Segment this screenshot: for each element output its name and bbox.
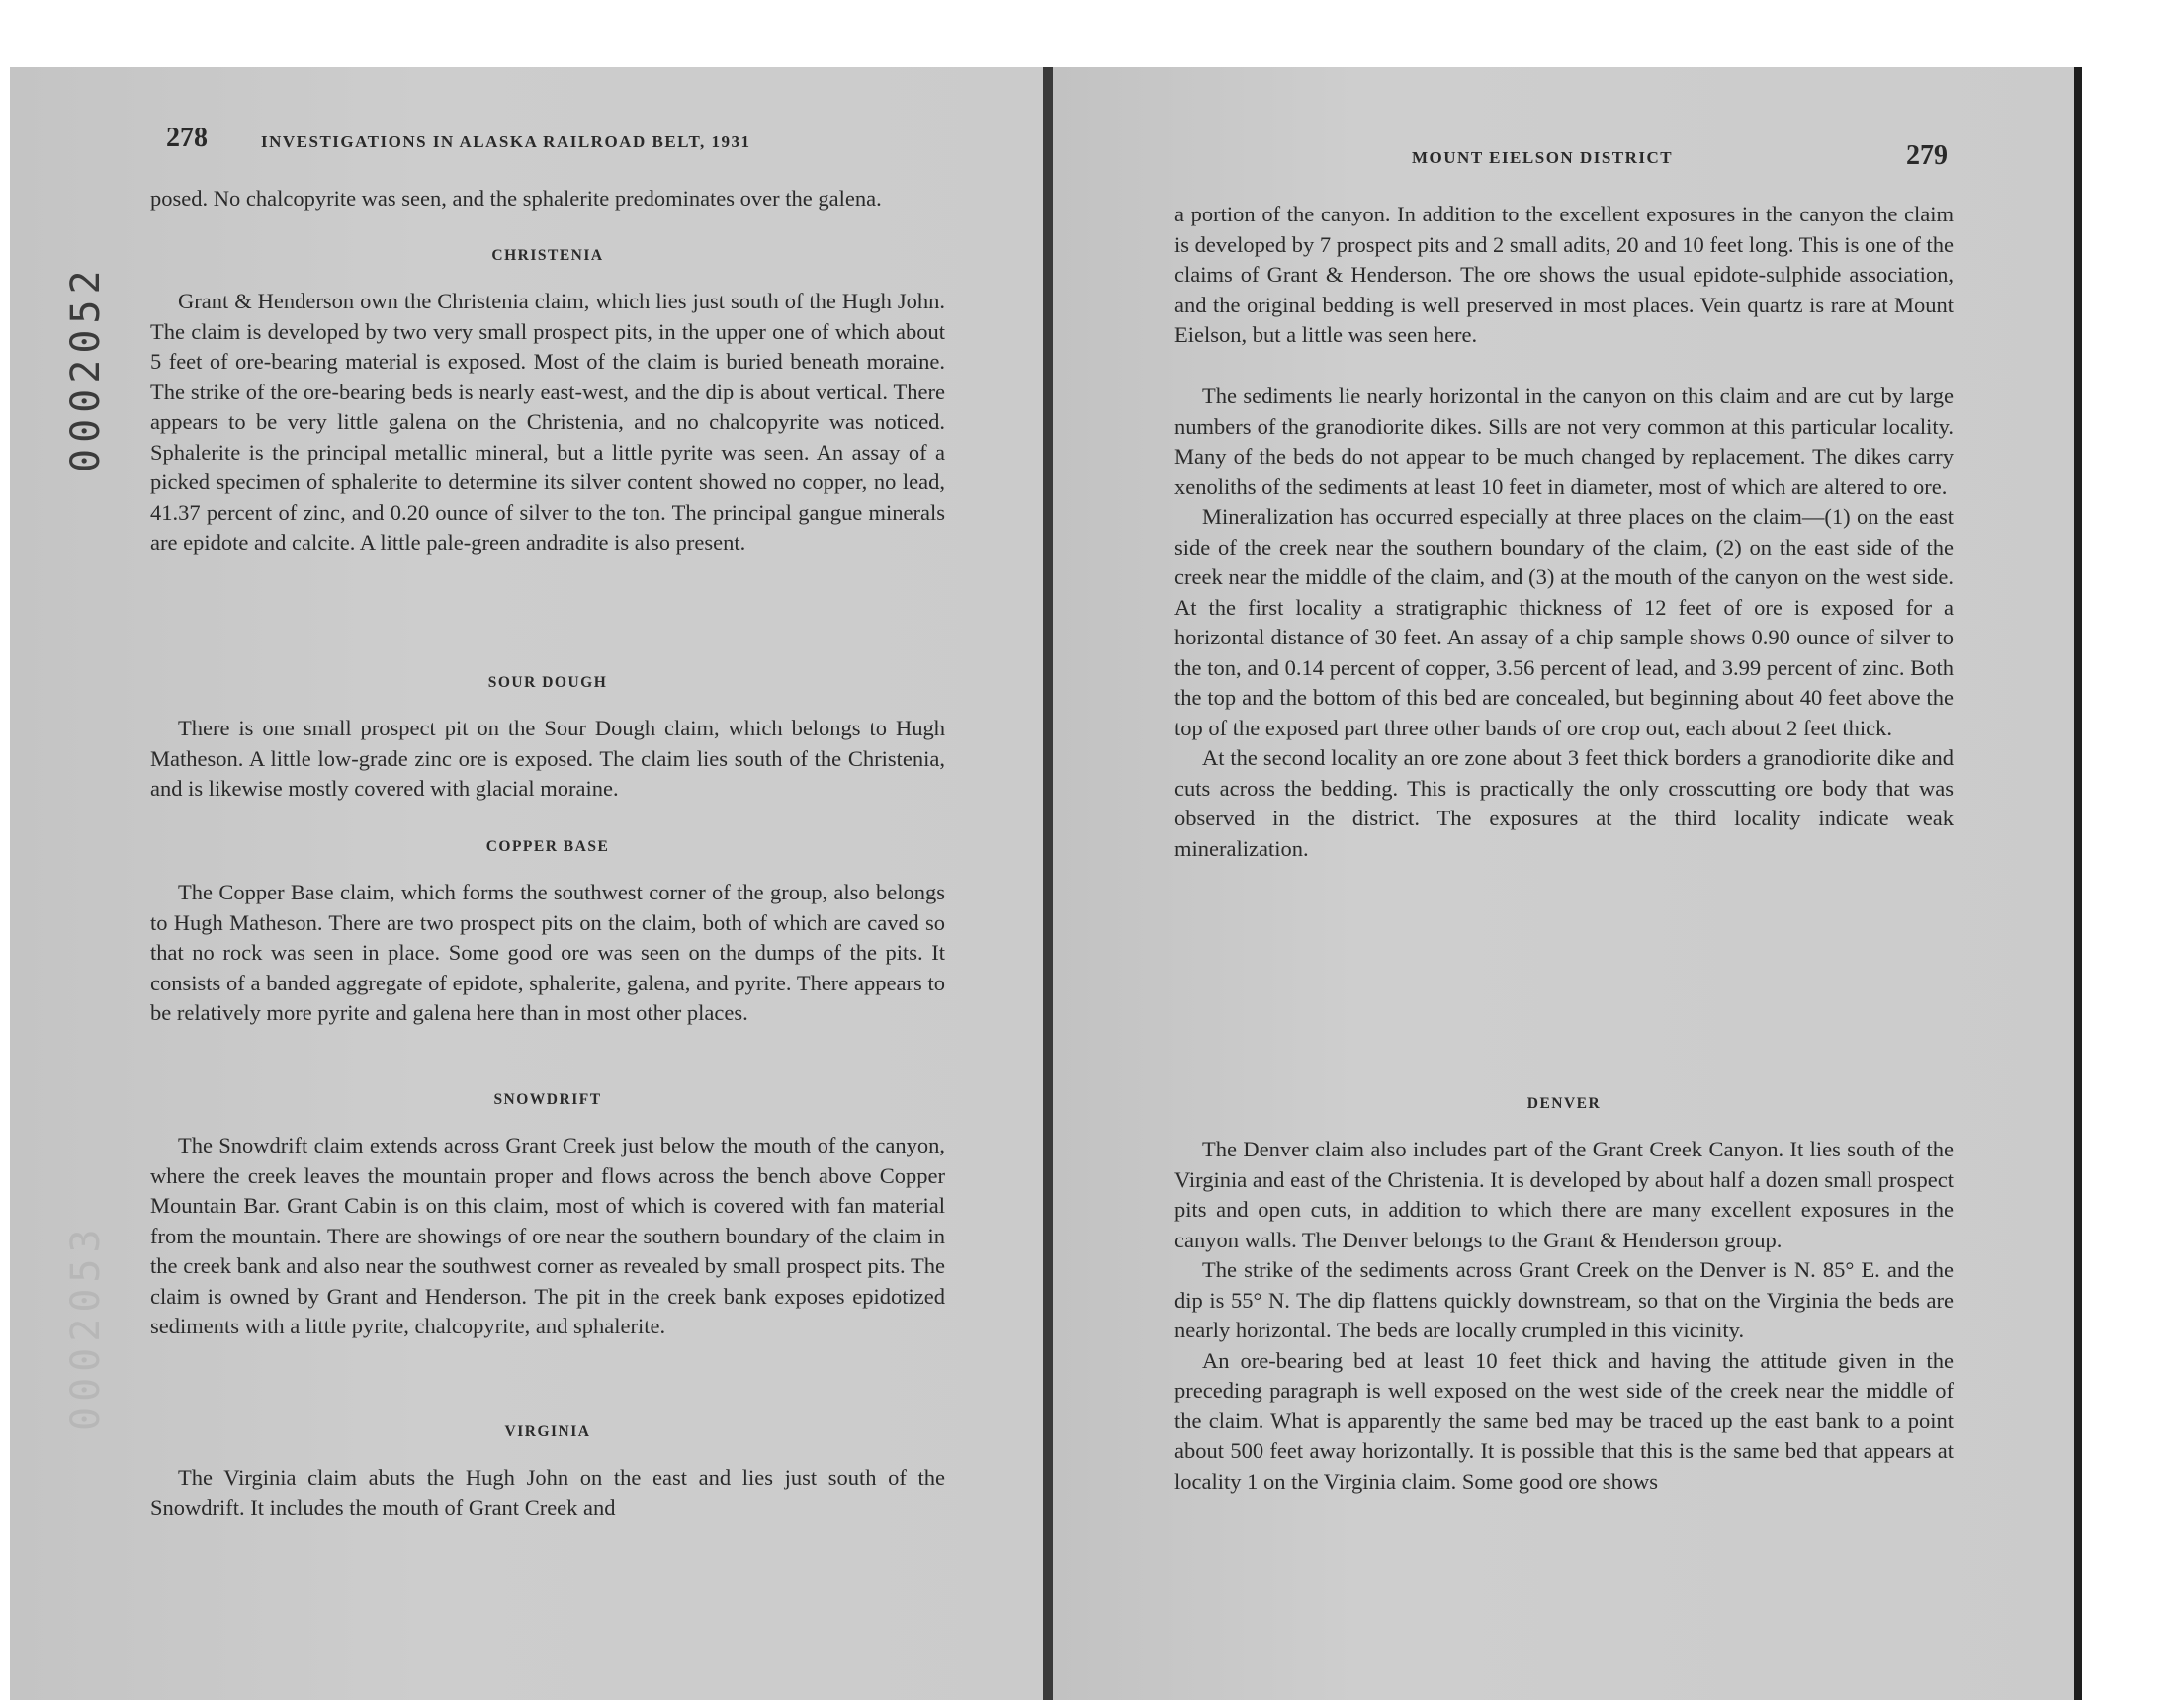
right-body	[1174, 382, 1954, 864]
page-number-left: 278	[166, 123, 208, 153]
scanned-spread	[10, 67, 2078, 1700]
paragraph: Mineralization has occurred especially at three places on the claim—(1) on the east side of the creek near the southern boundary of the claim, (2) on the east side of the creek near the middle of the claim, and (3) at the mouth of the canyon on the west side. At the first locality a stratigraphic thickness of 12 feet of ore is exposed for a horizontal distance of 30 feet. An assay of a chip sample shows 0.90 ounce of silver to the ton, and 0.14 percent of copper, 3.56 percent of lead, and 3.99 percent of zinc. Both the top and the bottom of this bed are concealed, but beginning about 40 feet above the top of the exposed part three other bands of ore crop out, each about 2 feet thick.	[1174, 504, 1954, 740]
paragraph: Grant & Henderson own the Christenia claim, which lies just south of the Hugh John. The claim is developed by two very small prospect pits, in the upper one of which about 5 feet of ore-bearing material is exposed. Most of the claim is buried beneath moraine. The strike of the ore-bearing beds is nearly east-west, and the dip is about vertical. There appears to be very little galena on the Christenia, and no chalcopyrite was noticed. Sphalerite is the principal metallic mineral, but a little pyrite was seen. An assay of a picked specimen of sphalerite to determine its silver content showed no copper, no lead, 41.37 percent of zinc, and 0.20 ounce of silver to the ton. The principal gangue minerals are epidote and calcite. A little pale-green andradite is also present.	[150, 289, 945, 555]
book-gutter	[1043, 67, 1053, 1700]
section-sour-dough	[150, 674, 945, 805]
section-denver	[1174, 1095, 1954, 1496]
section-heading: SOUR DOUGH	[487, 674, 608, 691]
section-heading: SNOWDRIFT	[493, 1091, 602, 1108]
running-head-right: MOUNT EIELSON DISTRICT	[1412, 148, 1674, 167]
archive-stamp: 0002052	[63, 264, 109, 472]
paragraph: An ore-bearing bed at least 10 feet thick and having the attitude given in the preceding paragraph is well exposed on the west side of the creek near the middle of the claim. What is apparently the same bed may be traced up the east bank to a point about 500 feet away horizontally. It is possible that this is the same bed that appears at locality 1 on the Virginia claim. Some good ore shows	[1174, 1347, 1954, 1494]
archive-stamp-ghost: 0002053	[63, 1223, 109, 1431]
intro-paragraph: a portion of the canyon. In addition to the excellent exposures in the canyon the claim is developed by 7 prospect pits and 2 small adits, 20 and 10 feet long. This is one of the claims of Grant & Henderson. The ore shows the usual epidote-sulphide association, and the original bedding is well preserved in most places. Vein quartz is rare at Mount Eielson, but a little was seen here.	[1174, 202, 1954, 347]
section-heading: COPPER BASE	[485, 838, 610, 855]
paragraph: The strike of the sediments across Grant Creek on the Denver is N. 85° E. and the dip is 55° N. The dip flattens quickly downstream, so that on the Virginia the beds are nearly horizontal. The beds are locally crumpled in this vicinity.	[1174, 1257, 1954, 1342]
page-edge-shadow	[2074, 67, 2082, 1700]
section-copper-base	[150, 838, 945, 1029]
running-head-left: INVESTIGATIONS IN ALASKA RAILROAD BELT, 1931	[261, 132, 751, 151]
left-intro	[150, 184, 945, 214]
section-christenia	[150, 247, 945, 558]
paragraph: The sediments lie nearly horizontal in the canyon on this claim and are cut by large numbers of the granodiorite dikes. Sills are not very common at this particular locality. Many of the beds do not appear to be much changed by replacement. The dikes carry xenoliths of the sediments at least 10 feet in diameter, most of which are altered to ore.	[1174, 384, 1954, 499]
paragraph: The Copper Base claim, which forms the southwest corner of the group, also belongs to Hugh Matheson. There are two prospect pits on the claim, both of which are caved so that no rock was seen in place. Some good ore was seen on the dumps of the pits. It consists of a banded aggregate of epidote, sphalerite, galena, and pyrite. There appears to be relatively more pyrite and galena here than in most other places.	[150, 880, 945, 1025]
intro-paragraph: posed. No chalcopyrite was seen, and the sphalerite predominates over the galena.	[150, 186, 882, 211]
paragraph: The Denver claim also includes part of the Grant Creek Canyon. It lies south of the Virginia and east of the Christenia. It is developed by about half a dozen small prospect pits and open cuts, in addition to which there are many excellent exposures in the canyon walls. The Denver belongs to the Grant & Henderson group.	[1174, 1137, 1954, 1252]
section-heading: VIRGINIA	[504, 1423, 591, 1440]
right-page	[1053, 67, 2078, 1700]
section-virginia	[150, 1423, 945, 1523]
section-heading: CHRISTENIA	[491, 247, 604, 264]
left-page	[10, 67, 1043, 1700]
right-intro	[1174, 200, 1954, 351]
page-number-right: 279	[1906, 140, 1948, 171]
paragraph: There is one small prospect pit on the Sour Dough claim, which belongs to Hugh Matheson. A little low-grade zinc ore is exposed. The claim lies south of the Christenia, and is likewise mostly covered with glacial moraine.	[150, 716, 945, 801]
paragraph: At the second locality an ore zone about 3 feet thick borders a granodiorite dike and cuts across the bedding. This is practically the only crosscutting ore body that was observed in the district. The exposures at the third locality indicate weak mineralization.	[1174, 745, 1954, 861]
paragraph: The Virginia claim abuts the Hugh John on the east and lies just south of the Snowdrift. It includes the mouth of Grant Creek and	[150, 1465, 945, 1520]
paragraph: The Snowdrift claim extends across Grant Creek just below the mouth of the canyon, where the creek leaves the mountain proper and flows across the bench above Copper Mountain Bar. Grant Cabin is on this claim, most of which is covered with fan material from the mountain. There are showings of ore near the southern boundary of the claim in the creek bank and also near the southwest corner as revealed by small prospect pits. The claim is owned by Grant and Henderson. The pit in the creek bank exposes epidotized sediments with a little pyrite, chalcopyrite, and sphalerite.	[150, 1133, 945, 1338]
section-heading: DENVER	[1526, 1095, 1602, 1112]
section-snowdrift	[150, 1091, 945, 1342]
